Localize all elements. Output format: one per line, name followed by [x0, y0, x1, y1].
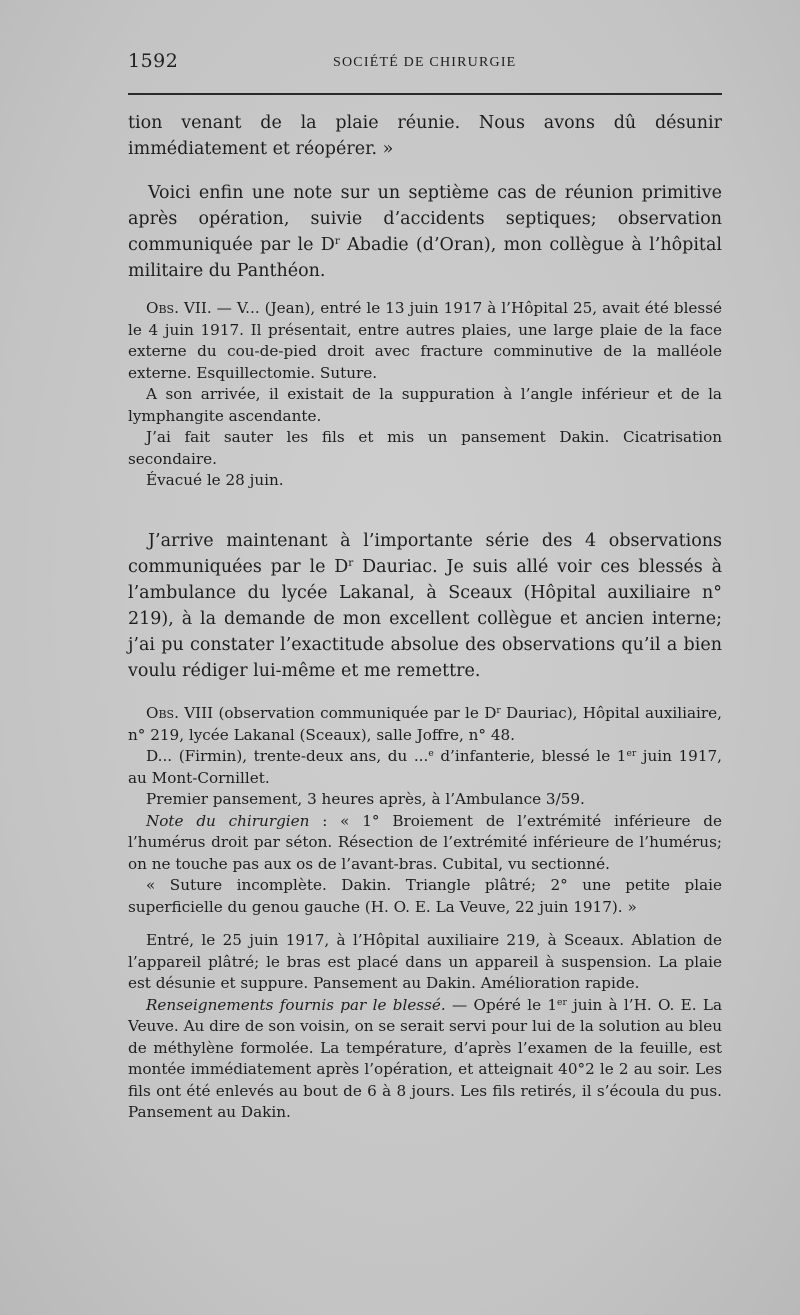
series-intro-text-end: Dauriac. Je suis allé voir ces blessés à l’ambulance du lycée Lakanal, à Sceaux (Hôpital auxiliaire n° 219), à la demande de mon excellent collègue et ancien interne; j’ai pu constater l’exactitude absolue des observations qu’il a bien voulu rédiger lui-même et me remettre. [128, 557, 722, 681]
obs8-note-text: : « 1° Broiement de l’extrémité inférieure de l’humérus droit par séton. Résection de l’extrémité inférieure de l’humérus; on ne touche pas aux os de l’avant-bras. Cubital, vu sectionné. [128, 811, 722, 873]
obs8-heading-paragraph [128, 703, 722, 746]
obs8-text-1a: D... (Firmin), trente-deux ans, du ... [146, 747, 429, 765]
obs8-heading-text-end: Dauriac), Hôpital auxiliaire, n° 219, lycée Lakanal (Sceaux), salle Joffre, n° 48. [128, 704, 722, 744]
obs7-block [128, 298, 722, 492]
intro-block [128, 110, 722, 162]
page-number: 1592 [128, 50, 179, 72]
obs8-heading-sup: r [496, 705, 501, 716]
obs8-info-sup: er [557, 997, 567, 1008]
obs8-paragraph-5: Entré, le 25 juin 1917, à l’Hôpital auxiliaire 219, à Sceaux. Ablation de l’appareil plâtré; le bras est placé dans un appareil à suspension. La plaie est désunie et suppure. Pansement au Dakin. Amélioration rapide. [128, 931, 722, 992]
series-intro-paragraph [128, 528, 722, 684]
obs7-paragraph-2: A son arrivée, il existait de la suppuration à l’angle inférieur et de la lymphangite ascendante. [128, 385, 722, 425]
continuation-paragraph: tion venant de la plaie réunie. Nous avons dû désunir immédiatement et réopérer. » [128, 113, 722, 159]
obs7-paragraph-1 [128, 298, 722, 384]
obs7-intro-paragraph [128, 180, 722, 284]
obs8-info-text-b: juin à l’H. O. E. La Veuve. Au dire de son voisin, on se serait servi pour lui de la solution au bleu de méthylène formolée. La température, d’après l’examen de la feuille, est montée immédiatement après l’opération, et atteignait 40°2 le 2 au soir. Les fils ont été enlevés au bout de 6 à 8 jours. Les fils retirés, il s’écoula du pus. Pansement au Dakin. [128, 995, 722, 1121]
obs8-label: Obs. [146, 704, 179, 722]
header-rule [128, 93, 722, 95]
obs7-label: Obs. VII. [146, 299, 212, 317]
obs7-intro-sup: r [334, 235, 340, 248]
obs7-text-1: — V... (Jean), entré le 13 juin 1917 à l’Hôpital 25, avait été blessé le 4 juin 1917. Il présentait, entre autres plaies, une large plaie de la face externe du cou-de-pied droit avec fracture comminutive de la malléole externe. Esquillectomie. Suture. [128, 299, 722, 382]
obs8-note-paragraph [128, 811, 722, 876]
obs7-paragraph-3: J’ai fait sauter les fils et mis un pansement Dakin. Cicatrisation secondaire. [128, 428, 722, 468]
series-intro-block [128, 528, 722, 684]
page-header [128, 50, 722, 80]
obs7-paragraph-4: Évacué le 28 juin. [146, 471, 284, 489]
obs8-text-1c: juin 1917, au Mont-Cornillet. [128, 747, 722, 787]
obs8-info-label: Renseignements fournis par le blessé. [146, 995, 446, 1014]
obs8-sup-1b: er [626, 748, 637, 759]
obs8-info-text-a: — Opéré le 1 [445, 995, 558, 1014]
obs8-paragraph-1 [128, 746, 722, 789]
obs8-paragraph-4: « Suture incomplète. Dakin. Triangle plâtré; 2° une petite plaie superficielle du genou gauche (H. O. E. La Veuve, 22 juin 1917). » [128, 876, 722, 916]
obs7-intro-block [128, 180, 722, 284]
obs8-sup-1a: e [428, 748, 434, 759]
obs7-intro-text: Voici enfin une note sur un septième cas de réunion primitive après opération, suivie d’accidents septiques; observation communiquée par le D [128, 183, 722, 255]
obs8-text-1b: d’infanterie, blessé le 1 [433, 747, 627, 765]
obs8-info-paragraph [128, 995, 722, 1124]
running-head: SOCIÉTÉ DE CHIRURGIE [333, 55, 517, 70]
obs8-paragraph-2: Premier pansement, 3 heures après, à l’Ambulance 3/59. [146, 790, 585, 808]
obs8-heading-text: VIII (observation communiquée par le D [178, 704, 497, 722]
series-intro-text: J’arrive maintenant à l’importante série des 4 observations communiquées par le D [128, 531, 722, 577]
series-intro-sup: r [348, 557, 354, 570]
obs8-note-label: Note du chirurgien [146, 811, 310, 830]
obs8-block [128, 703, 722, 1124]
obs7-intro-text-end: Abadie (d’Oran), mon collègue à l’hôpital militaire du Panthéon. [128, 235, 722, 281]
